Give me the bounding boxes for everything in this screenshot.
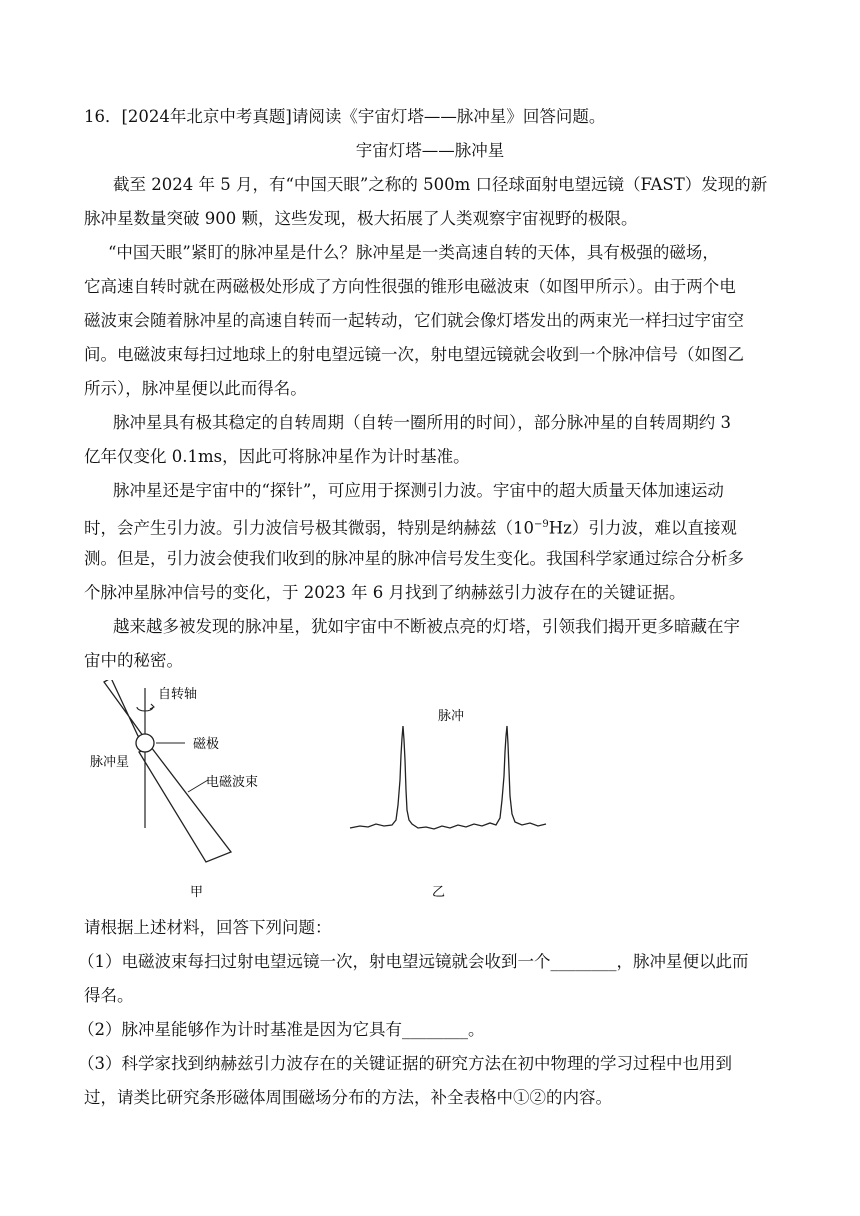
pulse-waveform [350,726,546,829]
paragraph-4-line-1: 脉冲星还是宇宙中的“探针”，可应用于探测引力波。宇宙中的超大质量天体加速运动 [113,481,724,500]
pulsar-star [136,734,154,752]
paragraph-2-line-1: “中国天眼”紧盯的脉冲星是什么？脉冲星是一类高速自转的天体，具有极强的磁场， [108,243,719,262]
pulse-label: 脉冲 [438,709,465,724]
star-label: 脉冲星 [90,755,130,770]
exponent: −9 [534,519,549,530]
paragraph-3-line-2: 亿年仅变化 0.1ms，因此可将脉冲星作为计时基准。 [84,447,470,466]
sub-question-2: （2）脉冲星能够作为计时基准是因为它具有________。 [78,1020,485,1039]
question-number-line: 16．[2024年北京中考真题]请阅读《宇宙灯塔——脉冲星》回答问题。 [84,107,606,126]
pole-label: 磁极 [193,737,220,752]
paragraph-5-line-1: 越来越多被发现的脉冲星，犹如宇宙中不断被点亮的灯塔，引领我们揭开更多暗藏在宇 [113,617,740,636]
figure-yi-caption: 乙 [432,885,446,900]
paragraph-3-line-1: 脉冲星具有极其稳定的自转周期（自转一圈所用的时间），部分脉冲星的自转周期约 3 [113,413,731,432]
sub-question-3-line-1: （3）科学家找到纳赫兹引力波存在的关键证据的研究方法在初中物理的学习过程中也用到 [78,1054,732,1073]
instruction: 请根据上述材料，回答下列问题： [84,918,332,937]
rotation-arrowhead [150,704,154,709]
axis-label: 自转轴 [158,687,198,702]
pulsar-diagram [80,680,320,900]
paragraph-1-line-1: 截至 2024 年 5 月，有“中国天眼”之称的 500m 口径球面射电望远镜（FAST）发现的新 [113,175,768,194]
paragraph-2-line-2: 它高速自转时就在两磁极处形成了方向性很强的锥形电磁波束（如图甲所示）。由于两个电 [84,277,736,296]
paragraph-4-line-4: 个脉冲星脉冲信号的变化，于 2023 年 6 月找到了纳赫兹引力波存在的关键证据。 [84,583,686,602]
sub-question-1-line-1: （1）电磁波束每扫过射电望远镜一次，射电望远镜就会收到一个________，脉冲星便以此而 [78,952,749,971]
figure-jia [80,680,320,900]
paragraph-4-line-2-text-b: Hz）引力波，难以直接观 [548,518,737,538]
sub-question-1-line-2: 得名。 [84,986,134,1005]
beam-pointer [188,780,208,792]
paragraph-1-line-2: 脉冲星数量突破 900 颗，这些发现，极大拓展了人类观察宇宙视野的极限。 [84,209,638,228]
paragraph-2-line-5: 所示），脉冲星便以此而得名。 [84,379,307,398]
paragraph-4-line-2 [0,514,860,540]
article-title: 宇宙灯塔——脉冲星 [355,141,505,160]
paragraph-2-line-3: 磁波束会随着脉冲星的高速自转而一起转动，它们就会像灯塔发出的两束光一样扫过宇宙空 [84,311,744,330]
figure-jia-caption: 甲 [190,885,204,900]
figure-yi [340,700,560,900]
paragraph-5-line-2: 宙中的秘密。 [84,651,183,670]
lower-beam [139,747,231,862]
paragraph-4-line-2-text-a: 时，会产生引力波。引力波信号极其微弱，特别是纳赫兹（10 [84,518,534,538]
pulse-signal-graph [340,700,560,900]
paragraph-2-line-4: 间。电磁波束每扫过地球上的射电望远镜一次，射电望远镜就会收到一个脉冲信号（如图乙 [84,345,744,364]
beam-label: 电磁波束 [206,775,259,790]
paragraph-4-line-3: 测。但是，引力波会使我们收到的脉冲星的脉冲信号发生变化。我国科学家通过综合分析多 [84,549,744,568]
sub-question-3-line-2: 过，请类比研究条形磁体周围磁场分布的方法，补全表格中①②的内容。 [84,1088,612,1107]
